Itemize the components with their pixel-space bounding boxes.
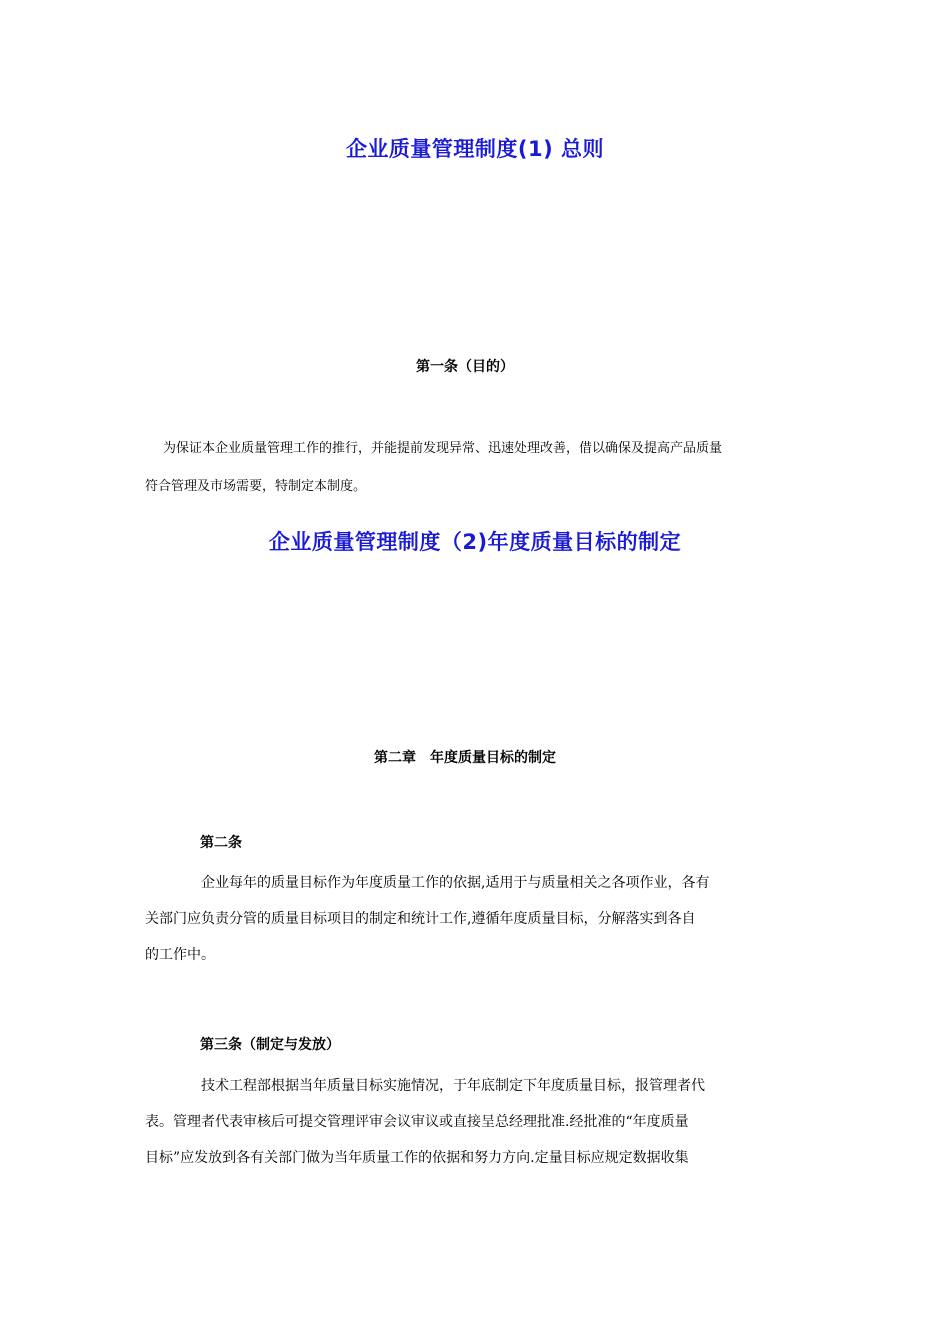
- article3-heading: 第三条（制定与发放）: [200, 1037, 340, 1053]
- article3-paragraph: [145, 1068, 705, 1176]
- section1-title: 企业质量管理制度(1) 总则: [345, 137, 605, 161]
- article2-line-2: 关部门应负责分管的质量目标项目的制定和统计工作,遵循年度质量目标，分解落实到各自: [145, 911, 696, 927]
- article3-line-2: 表。管理者代表审核后可提交管理评审会议审议或直接呈总经理批准.经批准的“年度质量: [145, 1114, 689, 1130]
- article1-line-2: 符合管理及市场需要，特制定本制度。: [145, 479, 367, 494]
- article1-line-1: 为保证本企业质量管理工作的推行，并能提前发现异常、迅速处理改善，借以确保及提高产品质量: [163, 441, 723, 456]
- section2-title: 企业质量管理制度（2)年度质量目标的制定: [268, 530, 682, 554]
- article2-line-1: 企业每年的质量目标作为年度质量工作的依据,适用于与质量相关之各项作业，各有: [201, 875, 710, 891]
- chapter2-heading: 第二章 年度质量目标的制定: [374, 750, 556, 766]
- article2-heading: 第二条: [200, 835, 242, 851]
- article3-line-1: 技术工程部根据当年质量目标实施情况，于年底制定下年度质量目标，报管理者代: [201, 1078, 705, 1094]
- article2-paragraph: [145, 865, 709, 973]
- article1-heading: 第一条（目的）: [416, 359, 514, 375]
- article2-line-3: 的工作中。: [145, 947, 215, 963]
- article1-paragraph: [145, 431, 722, 505]
- article3-line-3: 目标”应发放到各有关部门做为当年质量工作的依据和努力方向.定量目标应规定数据收集: [145, 1150, 689, 1166]
